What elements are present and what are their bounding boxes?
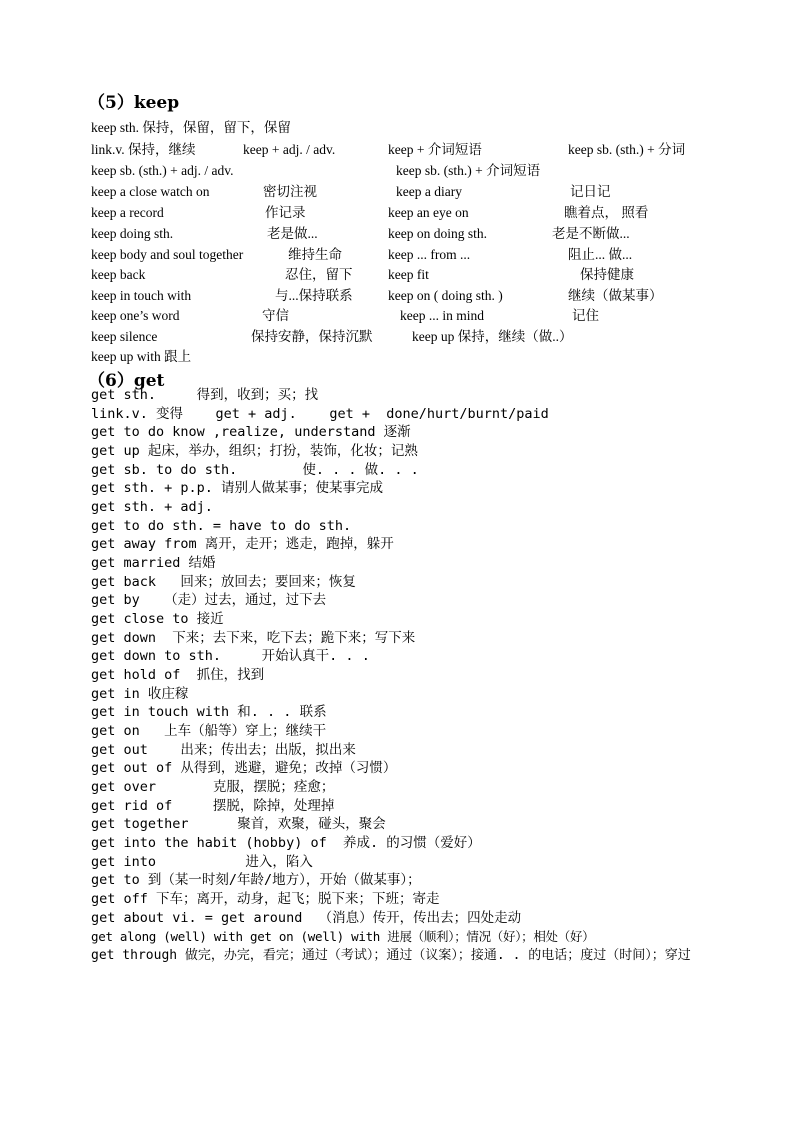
keep-row-9-col2: 与...保持联系 — [275, 288, 353, 303]
keep-row-4-col2: 密切注视 — [263, 184, 317, 199]
get-line: get into 进入，陷入 — [91, 854, 313, 870]
get-line: get to 到（某一时刻/年龄/地方），开始（做某事）； — [91, 872, 421, 888]
keep-row-9-col3: keep on ( doing sth. ) — [388, 288, 503, 303]
get-line: get sb. to do sth. 使. . . 做. . . — [91, 462, 419, 478]
keep-row-10-col3: keep ... in mind — [400, 308, 484, 323]
keep-row-7-col3: keep ... from ... — [388, 247, 471, 262]
keep-row-12: keep up with 跟上 — [91, 349, 192, 364]
keep-row-6-col3: keep on doing sth. — [388, 226, 487, 241]
keep-row-5-col1: keep a record — [91, 205, 164, 220]
keep-row-9-col1: keep in touch with — [91, 288, 192, 303]
keep-row-11-col3: keep up 保持，继续（做..） — [412, 329, 573, 344]
keep-row-6-col2: 老是做... — [267, 226, 318, 241]
keep-row-6-col1: keep doing sth. — [91, 226, 174, 241]
keep-row-10-col1: keep one’s word — [91, 308, 180, 323]
get-line: get over 克服，摆脱；痊愈； — [91, 779, 335, 795]
keep-row-4-col4: 记日记 — [570, 184, 611, 199]
section-title-keep: （5）keep — [88, 93, 180, 113]
keep-row-9-col4: 继续（做某事） — [568, 288, 663, 303]
get-line: get down to sth. 开始认真干. . . — [91, 648, 370, 664]
keep-row-11-col2: 保持安静，保持沉默 — [251, 329, 373, 344]
keep-row-2-col1: link.v. 保持，继续 — [91, 142, 196, 157]
keep-row-5-col2: 作记录 — [265, 205, 306, 220]
keep-row-2-col3: keep + 介词短语 — [388, 142, 482, 157]
get-line: get rid of 摆脱，除掉，处理掉 — [91, 798, 335, 814]
get-line: get up 起床，举办，组织；打扮，装饰，化妆；记熟 — [91, 443, 418, 459]
get-line: get sth. + adj. — [91, 499, 213, 515]
keep-row-2-col2: keep + adj. / adv. — [243, 142, 336, 157]
keep-row-4-col3: keep a diary — [396, 184, 462, 199]
keep-row-10-col2: 守信 — [262, 308, 289, 323]
get-line: get by （走）过去，通过，过下去 — [91, 592, 327, 608]
get-line: get together 聚首，欢聚，碰头，聚会 — [91, 816, 386, 832]
get-line: get close to 接近 — [91, 611, 224, 627]
keep-row-8-col4: 保持健康 — [580, 267, 634, 282]
get-line: get on 上车（船等）穿上；继续干 — [91, 723, 327, 739]
get-line: get in 收庄稼 — [91, 686, 189, 702]
keep-row-3-col2: keep sb. (sth.) + 介词短语 — [396, 163, 541, 178]
get-line: get to do know ,realize, understand 逐渐 — [91, 424, 411, 440]
get-line: get sth. 得到，收到；买；找 — [91, 387, 319, 403]
get-line: get hold of 抓住，找到 — [91, 667, 265, 683]
section-title-get: （6）get — [88, 371, 165, 391]
get-line: get to do sth. = have to do sth. — [91, 518, 352, 534]
get-line: get along (well) with get on (well) with 进展（顺利）；情况（好）；相处（好） — [91, 929, 595, 944]
get-line: get into the habit (hobby) of 养成. 的习惯（爱好） — [91, 835, 481, 851]
get-line: get off 下车；离开，动身，起飞；脱下来；下班；寄走 — [91, 891, 440, 907]
get-line: get in touch with 和. . . 联系 — [91, 704, 327, 720]
keep-row-1: keep sth. 保持，保留，留下，保留 — [91, 120, 291, 135]
keep-row-8-col1: keep back — [91, 267, 146, 282]
keep-row-4-col1: keep a close watch on — [91, 184, 210, 199]
keep-row-7-col2: 维持生命 — [288, 247, 342, 262]
get-line-wrapped: get through 做完，办完，看完；通过（考试）；通过（议案）；接通. . 的电话；度过（时间）；穿过 — [91, 948, 691, 963]
get-line: get married 结婚 — [91, 555, 216, 571]
get-line: get sth. + p.p. 请别人做某事；使某事完成 — [91, 480, 384, 496]
keep-row-5-col4: 瞧着点， 照看 — [564, 205, 649, 220]
keep-row-2-col4: keep sb. (sth.) + 分词 — [568, 142, 686, 157]
get-line: get about vi. = get around （消息）传开，传出去；四处走动 — [91, 910, 522, 926]
get-line: get out 出来；传出去；出版，拟出来 — [91, 742, 356, 758]
get-line: get back 回来；放回去；要回来；恢复 — [91, 574, 356, 590]
keep-row-7-col1: keep body and soul together — [91, 247, 244, 262]
keep-row-8-col2: 忍住，留下 — [285, 267, 353, 282]
keep-row-7-col4: 阻止... 做... — [568, 247, 633, 262]
keep-row-11-col1: keep silence — [91, 329, 158, 344]
keep-row-5-col3: keep an eye on — [388, 205, 469, 220]
keep-row-6-col4: 老是不断做... — [552, 226, 630, 241]
keep-row-10-col4: 记住 — [572, 308, 599, 323]
get-line: link.v. 变得 get + adj. get + done/hurt/burnt/paid — [91, 406, 549, 422]
keep-row-8-col3: keep fit — [388, 267, 429, 282]
get-line: get out of 从得到，逃避，避免；改掉（习惯） — [91, 760, 397, 776]
keep-row-3-col1: keep sb. (sth.) + adj. / adv. — [91, 163, 234, 178]
get-line: get away from 离开，走开；逃走，跑掉，躲开 — [91, 536, 394, 552]
get-line: get down 下来；去下来，吃下去；跪下来；写下来 — [91, 630, 416, 646]
